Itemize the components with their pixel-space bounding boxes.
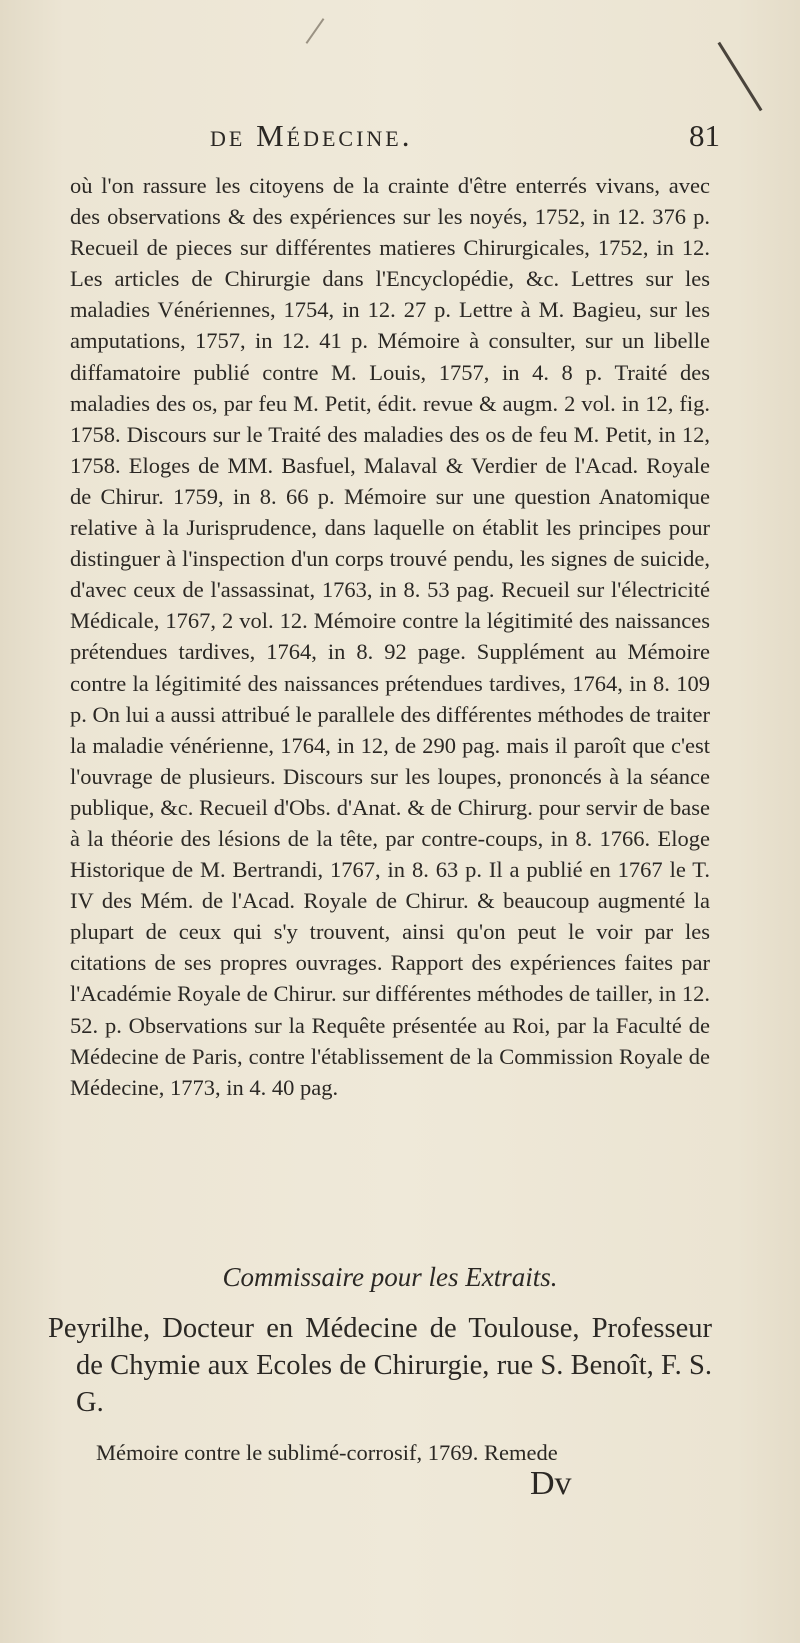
section-heading: Commissaire pour les Extraits. — [222, 1262, 558, 1292]
body-paragraph: où l'on rassure les citoyens de la crainte d'être enterrés vivans, avec des observations & des expériences sur les noyés, 1752, in 12. 376 p. Recueil de pieces sur différentes matieres Chirurgicales, 1752, in 12. Les articles de Chirurgie dans l'Encyclopédie, &c. Lettres sur les maladies Vénériennes, 1754, in 12. 27 p. Lettre à M. Bagieu, sur les amputations, 1757, in 12. 41 p. Mémoire à consulter, sur un libelle diffamatoire publié contre M. Louis, 1757, in 4. 8 p. Traité des maladies des os, par feu M. Petit, édit. revue & augm. 2 vol. in 12, fig. 1758. Discours sur le Traité des maladies des os de feu M. Petit, in 12, 1758. Eloges de MM. Basfuel, Malaval & Verdier de l'Acad. Royale de Chirur. 1759, in 8. 66 p. Mémoire sur une question Anatomique relative à la Jurisprudence, dans laquelle on établit les principes pour distinguer à l'inspection d'un corps trouvé pendu, les signes de suicide, d'avec ceux de l'assassinat, 1763, in 8. 53 pag. Recueil sur l'électricité Médicale, 1767, 2 vol. 12. Mémoire contre la légitimité des naissances prétendues tardives, 1764, in 8. 92 page. Supplément au Mémoire contre la légitimité des naissances prétendues tardives, 1764, in 8. 109 p. On lui a aussi attribué le parallele des différentes méthodes de traiter la maladie vénérienne, 1764, in 12, de 290 pag. mais il paroît que c'est l'ouvrage de plusieurs. Discours sur les loupes, prononcés à la séance publique, &c. Recueil d'Obs. d'Anat. & de Chirurg. pour servir de base à la théorie des lésions de la tête, par contre-coups, in 8. 1766. Eloge Historique de M. Bertrandi, 1767, in 8. 63 p. Il a publié en 1767 le T. IV des Mém. de l'Acad. Royale de Chirur. & beaucoup augmenté la plupart de ceux qui s'y trouvent, ainsi qu'on peut le voir par les citations de ses propres ouvrages. Rapport des expériences faites par l'Académie Royale de Chirur. sur différentes méthodes de tailler, in 12. 52. p. Observations sur la Requête présentée au Roi, par la Faculté de Médecine de Paris, contre l'établissement de la Commission Royale de Médecine, 1773, in 4. 40 pag. — [70, 173, 710, 1100]
member-entry-text: Peyrilhe, Docteur en Médecine de Toulouse, Professeur de Chymie aux Ecoles de Chirurgie, rue S. Benoît, F. S. G. — [48, 1313, 712, 1418]
member-entry — [48, 1310, 712, 1421]
page-header — [210, 118, 720, 168]
signature-mark: Dv — [530, 1465, 572, 1502]
page-number: 81 — [689, 118, 720, 153]
ink-stroke — [718, 42, 763, 111]
body-text — [70, 170, 710, 1103]
continuation-line: Mémoire contre le sublimé-corrosif, 1769. Remede — [96, 1440, 558, 1465]
running-title: de Médecine. — [210, 118, 413, 153]
ink-mark — [306, 18, 325, 44]
